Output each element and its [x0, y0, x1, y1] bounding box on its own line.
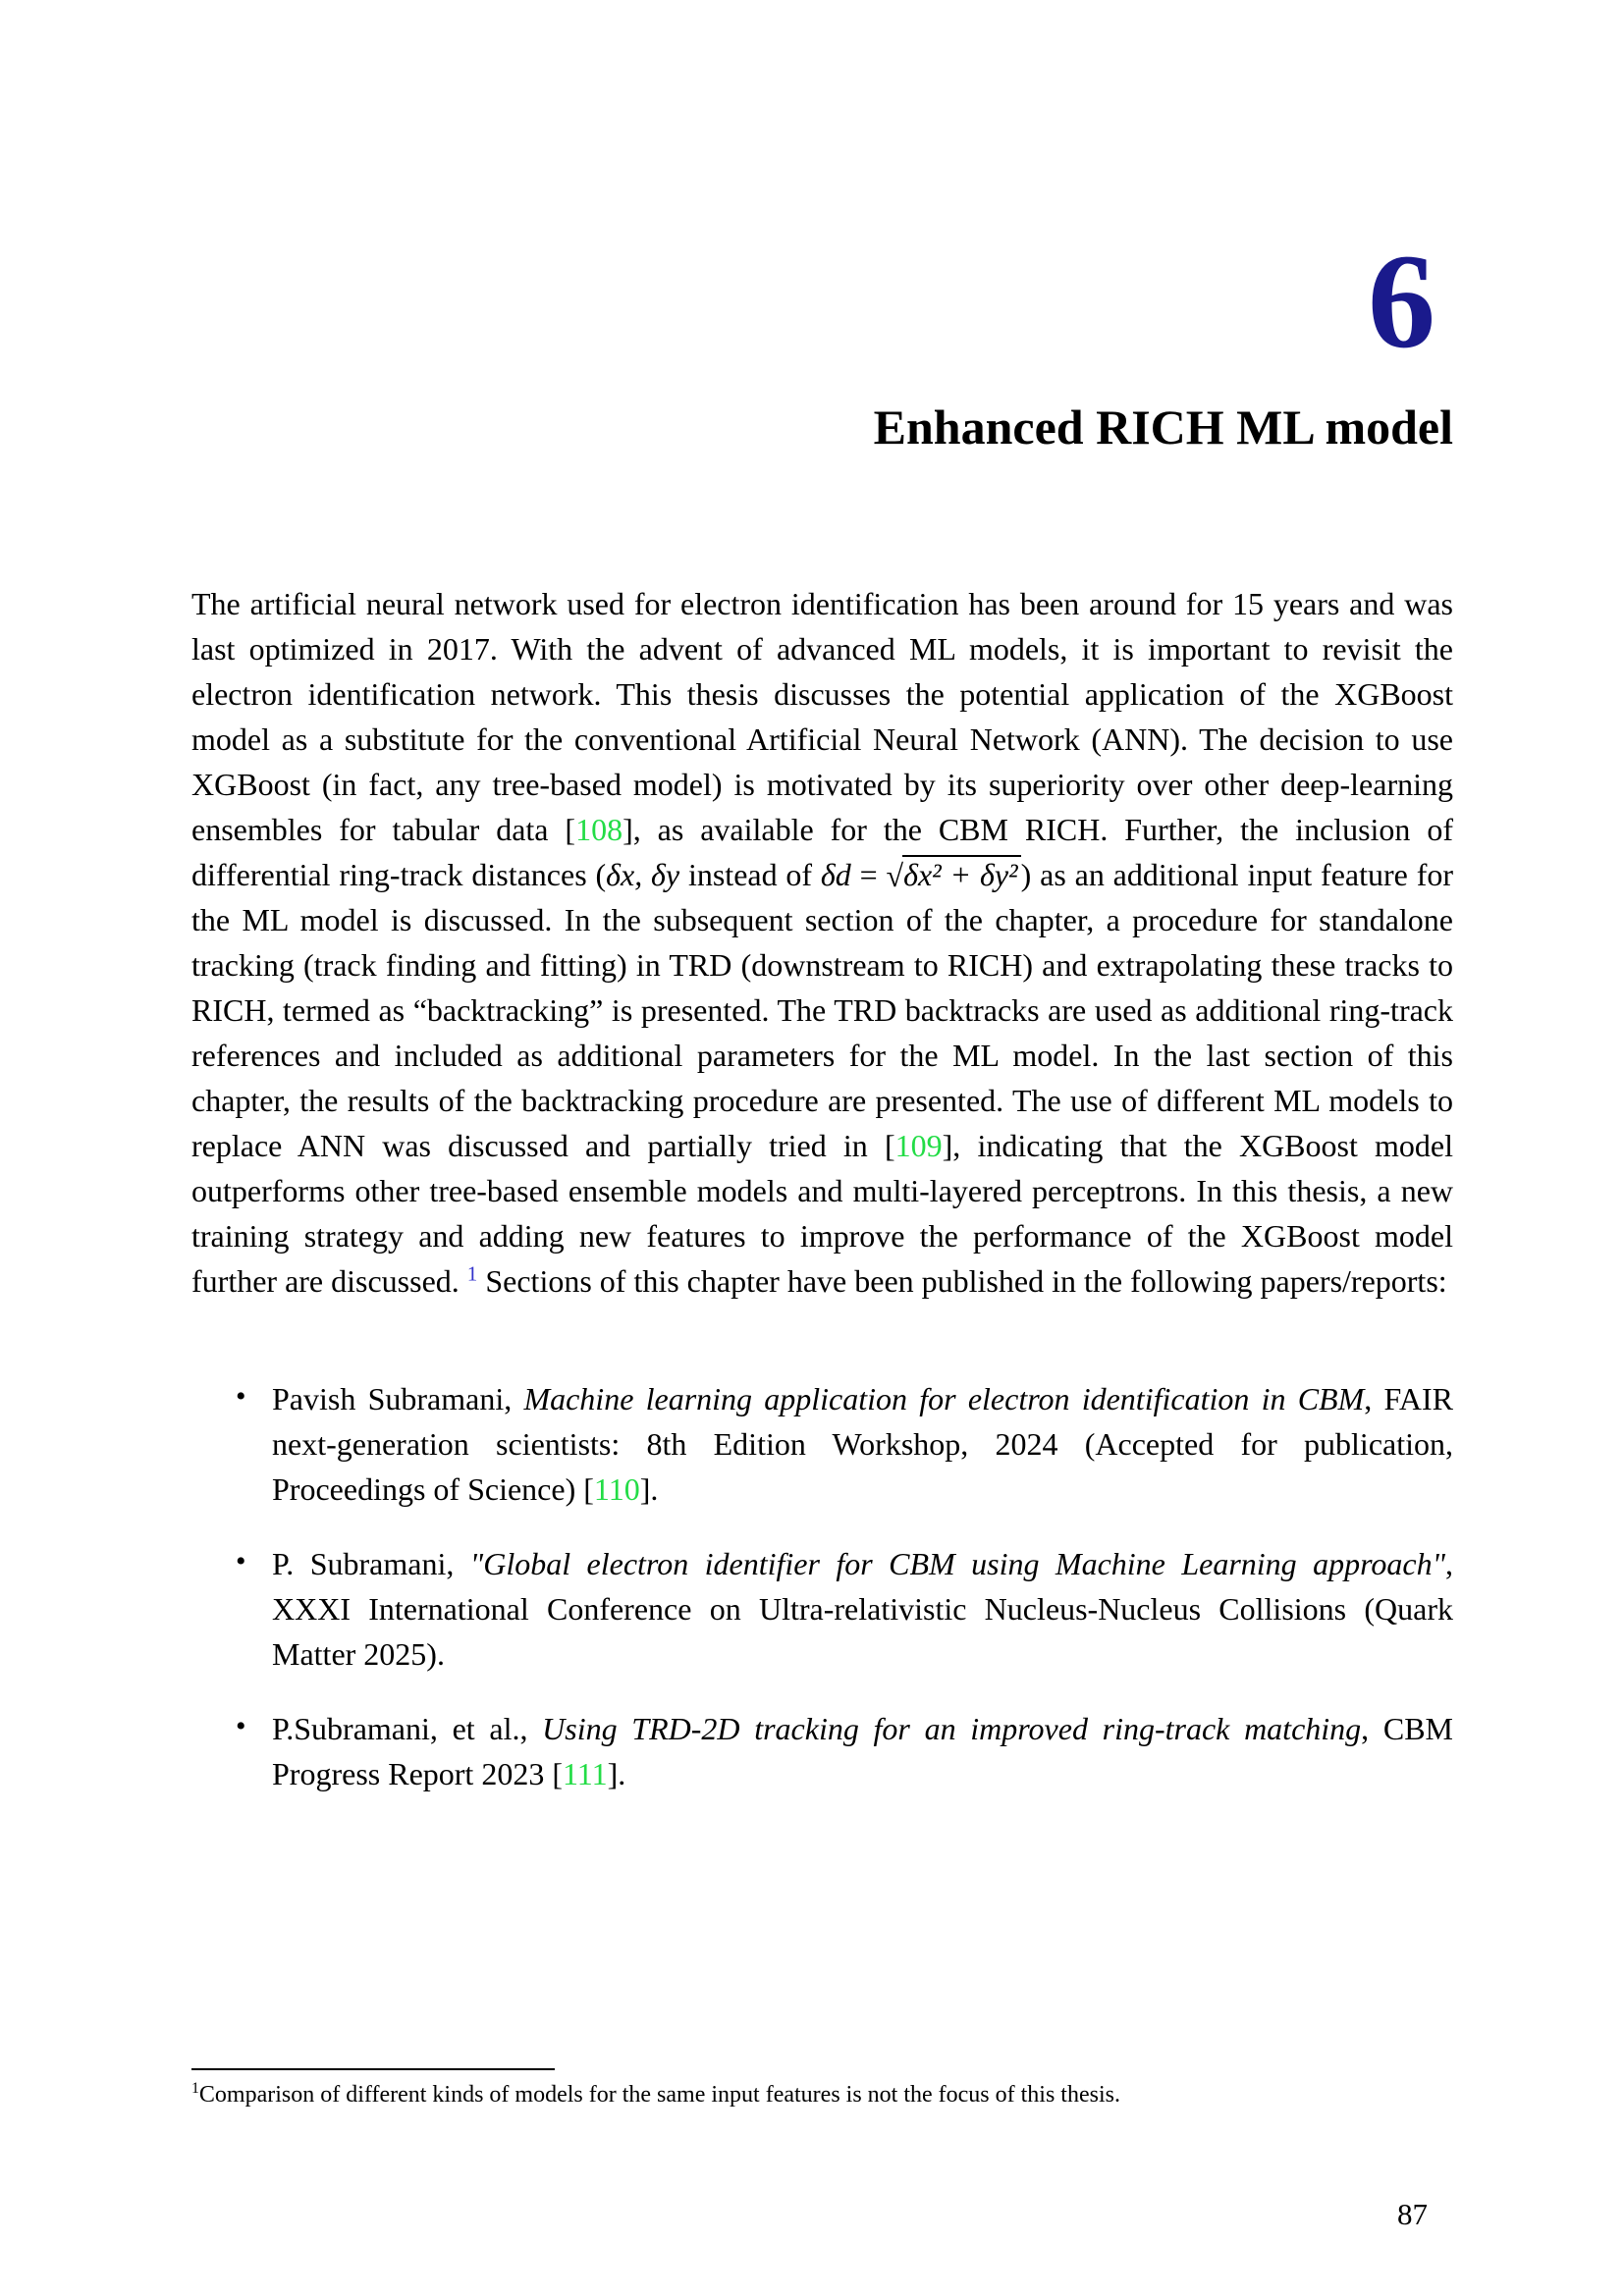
text-run: Sections of this chapter have been published in the following papers/reports:	[477, 1263, 1447, 1299]
chapter-title: Enhanced RICH ML model	[873, 400, 1453, 454]
list-item	[191, 1541, 1453, 1677]
footnote-marker: 1	[191, 2080, 199, 2097]
footnote-rule	[191, 2068, 555, 2070]
radicand: δx² + δy²	[902, 855, 1021, 892]
text-run: Comparison of different kinds of models for the same input features is not the focus of this thesis.	[198, 2082, 1120, 2108]
text-run: ], indicating that the XGBoost model outperforms other tree-based ensemble models and multi-layered perceptrons. In this thesis, a new training strategy and adding new features to improve the performance of the XGBoost model further are discussed.	[191, 1128, 1454, 1299]
text-run: P.Subramani, et al.,	[272, 1711, 543, 1746]
footnote	[191, 2079, 1453, 2110]
text-run: =	[850, 857, 887, 892]
text-run: , FAIR next-generation scientists: 8th Edition Workshop, 2024 (Accepted for publication, Proceedings of Science) [	[272, 1381, 1454, 1507]
citation-link[interactable]: 108	[575, 812, 623, 847]
text-run: ].	[639, 1471, 659, 1507]
publications-list	[191, 1376, 1453, 1826]
citation-link[interactable]: 109	[894, 1128, 943, 1163]
list-item	[191, 1376, 1453, 1512]
text-run: ], as available for the CBM RICH. Further, the inclusion of differential ring-track distances (	[191, 812, 1453, 892]
text-run: ) as an additional input feature for the ML model is discussed. In the subsequent section of the chapter, a procedure for standalone tracking (track finding and fitting) in TRD (downstream to RICH) and extrapolating these tracks to RICH, termed as “backtracking” is presented. The TRD backtracks are used as additional ring-track references and included as additional parameters for the ML model. In the last section of this chapter, the results of the backtracking procedure are presented. The use of different ML models to replace ANN was discussed and partially tried in [	[191, 857, 1454, 1163]
citation-link[interactable]: 110	[593, 1471, 640, 1507]
body-paragraph	[191, 581, 1453, 1304]
text-run: Using TRD-2D tracking for an improved ring-track matching	[542, 1711, 1362, 1746]
list-item-text	[272, 1541, 1453, 1677]
bullet-icon: •	[236, 1380, 246, 1413]
radical-sign-icon: √	[886, 858, 904, 893]
list-item	[191, 1706, 1453, 1796]
text-run: "Global electron identifier for CBM using Machine Learning approach"	[469, 1546, 1445, 1581]
text-run: ].	[607, 1756, 626, 1791]
text-run: The artificial neural network used for electron identification has been around for 15 years and was last optimized in 2017. With the advent of advanced ML models, it is important to revisit the electron identification network. This thesis discusses the potential application of the XGBoost model as a substitute for the conventional Artificial Neural Network (ANN). The decision to use XGBoost (in fact, any tree-based model) is motivated by its superiority over other deep-learning ensembles for tabular data [	[191, 586, 1453, 847]
text-run: P. Subramani,	[272, 1546, 470, 1581]
chapter-number: 6	[1368, 226, 1435, 376]
text-run: δx, δy	[606, 857, 680, 892]
text-run: , XXXI International Conference on Ultra-relativistic Nucleus-Nucleus Collisions (Quark Matter 2025).	[272, 1546, 1453, 1672]
text-run: δd	[820, 857, 851, 892]
text-run: , CBM Progress Report 2023 [	[272, 1711, 1454, 1791]
text-run: Pavish Subramani,	[272, 1381, 524, 1416]
list-item-text	[272, 1706, 1453, 1796]
citation-link[interactable]: 111	[562, 1756, 608, 1791]
page-number: 87	[1397, 2197, 1428, 2231]
bullet-icon: •	[236, 1710, 246, 1742]
sqrt-expression	[887, 857, 1021, 892]
text-run: Machine learning application for electron identification in CBM	[523, 1381, 1365, 1416]
list-item-text	[272, 1376, 1453, 1512]
footnote-marker-link[interactable]: 1	[466, 1261, 478, 1286]
text-run: instead of	[679, 857, 821, 892]
bullet-icon: •	[236, 1545, 246, 1577]
